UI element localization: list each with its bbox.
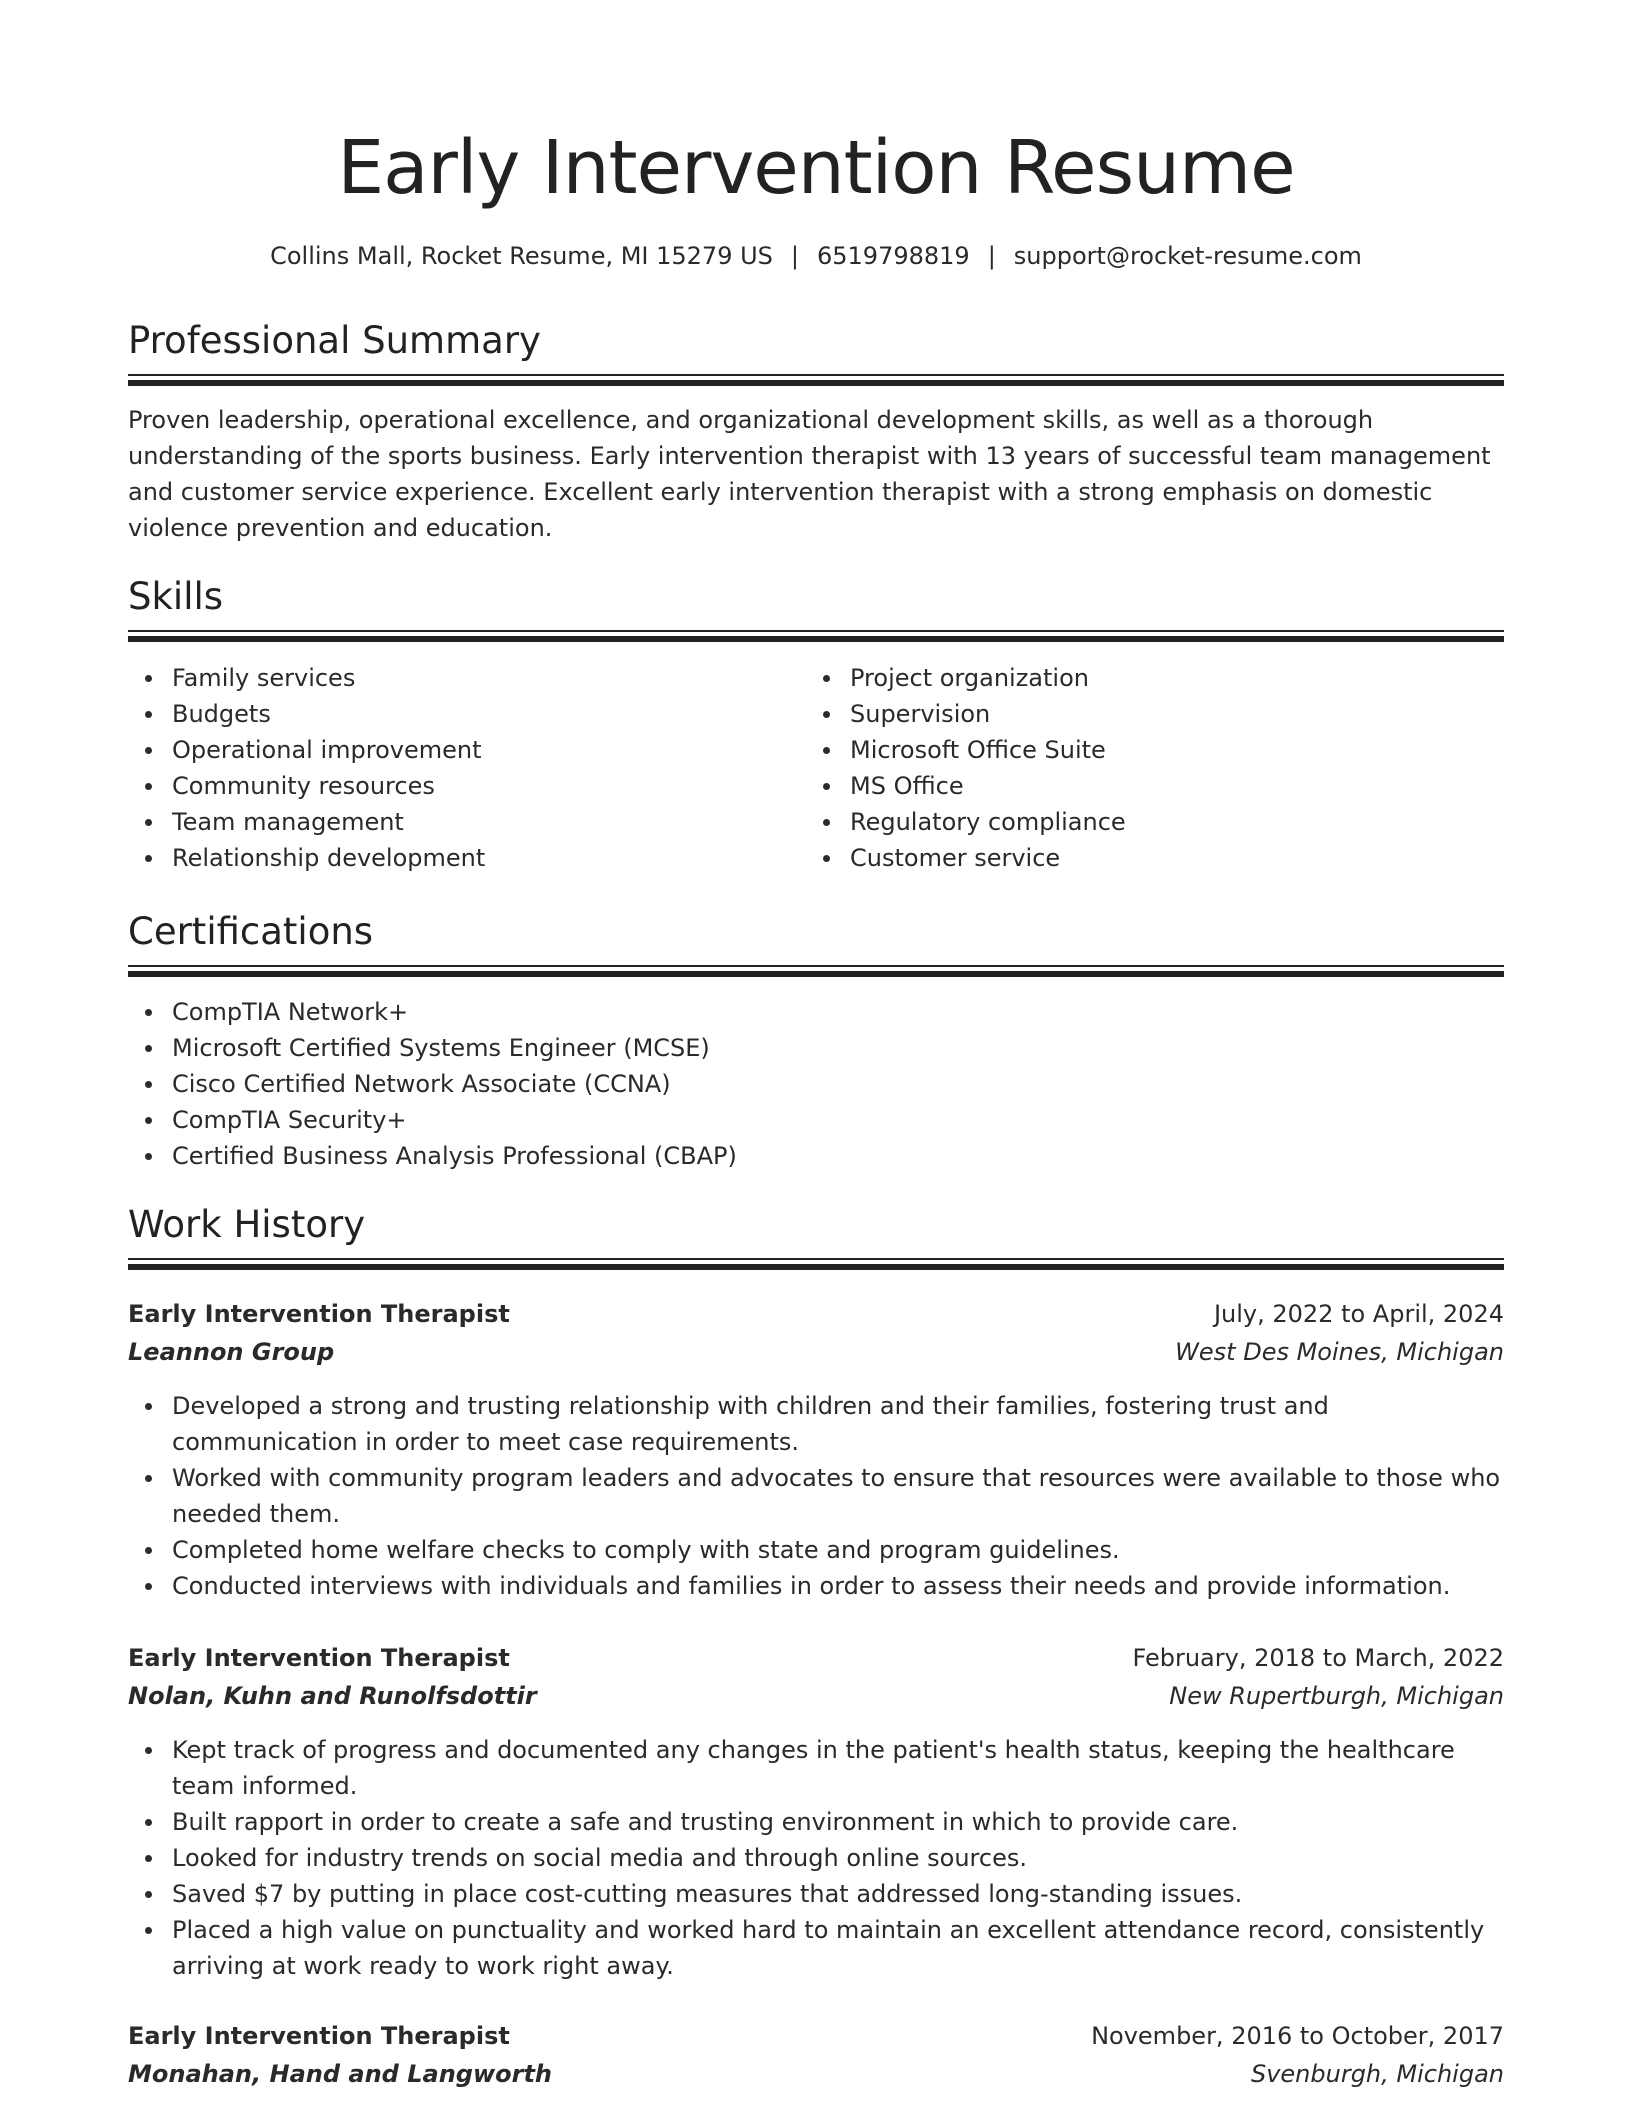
contact-line bbox=[128, 238, 1504, 274]
certifications-list bbox=[128, 994, 1504, 1174]
list-item: Operational improvement bbox=[172, 732, 792, 768]
list-item: Worked with community program leaders and advocates to ensure that resources were available to those who needed them. bbox=[172, 1460, 1504, 1532]
job-title: Early Intervention Therapist bbox=[128, 2022, 510, 2050]
list-item: Built rapport in order to create a safe and trusting environment in which to provide care. bbox=[172, 1804, 1504, 1840]
contact-address: Collins Mall, Rocket Resume, MI 15279 US bbox=[270, 242, 773, 270]
list-item: Placed a high value on punctuality and worked hard to maintain an excellent attendance record, consistently arriving at work ready to work right away. bbox=[172, 1912, 1504, 1984]
job-header bbox=[128, 1296, 1504, 1372]
list-item: Relationship development bbox=[172, 840, 792, 876]
list-item: Budgets bbox=[172, 696, 792, 732]
work-history-heading: Work History bbox=[128, 1203, 366, 1246]
job-header bbox=[128, 2018, 1504, 2094]
list-item: Project organization bbox=[850, 660, 1500, 696]
certifications-heading: Certifications bbox=[128, 910, 374, 953]
job-company: Monahan, Hand and Langworth bbox=[128, 2060, 553, 2088]
list-item: MS Office bbox=[850, 768, 1500, 804]
job-company: Leannon Group bbox=[128, 1338, 335, 1366]
list-item: Team management bbox=[172, 804, 792, 840]
job-location: West Des Moines, Michigan bbox=[1175, 1338, 1504, 1366]
contact-separator: | bbox=[790, 242, 799, 270]
job-location: Svenburgh, Michigan bbox=[1250, 2060, 1504, 2088]
contact-phone[interactable]: 6519798819 bbox=[817, 242, 970, 270]
job-dates: July, 2022 to April, 2024 bbox=[1213, 1300, 1504, 1328]
contact-separator: | bbox=[987, 242, 996, 270]
work-history-divider bbox=[128, 1258, 1504, 1270]
job-header bbox=[128, 1640, 1504, 1716]
list-item: CompTIA Security+ bbox=[172, 1102, 1504, 1138]
list-item: Community resources bbox=[172, 768, 792, 804]
skills-heading: Skills bbox=[128, 575, 224, 618]
list-item: Cisco Certified Network Associate (CCNA) bbox=[172, 1066, 1504, 1102]
list-item: Completed home welfare checks to comply with state and program guidelines. bbox=[172, 1532, 1504, 1568]
list-item: Conducted interviews with individuals and families in order to assess their needs and provide information. bbox=[172, 1568, 1504, 1604]
list-item: Regulatory compliance bbox=[850, 804, 1500, 840]
list-item: Developed a strong and trusting relationship with children and their families, fostering trust and communication in order to meet case requirements. bbox=[172, 1388, 1504, 1460]
job-bullets bbox=[128, 1388, 1504, 1604]
list-item: CompTIA Network+ bbox=[172, 994, 1504, 1030]
job-location: New Rupertburgh, Michigan bbox=[1169, 1682, 1504, 1710]
job-dates: February, 2018 to March, 2022 bbox=[1132, 1644, 1504, 1672]
list-item: Microsoft Certified Systems Engineer (MCSE) bbox=[172, 1030, 1504, 1066]
list-item: Looked for industry trends on social media and through online sources. bbox=[172, 1840, 1504, 1876]
list-item: Saved $7 by putting in place cost-cutting measures that addressed long-standing issues. bbox=[172, 1876, 1504, 1912]
skills-list-left bbox=[128, 660, 792, 876]
summary-text: Proven leadership, operational excellence, and organizational development skills, as well as a thorough understanding of the sports business. Early intervention therapist with 13 years of successful team management and customer service experience. Excellent early intervention therapist with a strong emphasis on domestic violence prevention and education. bbox=[128, 406, 1491, 542]
list-item: Family services bbox=[172, 660, 792, 696]
resume-title: Early Intervention Resume bbox=[337, 125, 1295, 211]
skills-divider bbox=[128, 630, 1504, 642]
certifications-divider bbox=[128, 965, 1504, 977]
list-item: Microsoft Office Suite bbox=[850, 732, 1500, 768]
skills-list-right bbox=[806, 660, 1500, 876]
job-company: Nolan, Kuhn and Runolfsdottir bbox=[128, 1682, 537, 1710]
summary-divider bbox=[128, 374, 1504, 386]
list-item: Customer service bbox=[850, 840, 1500, 876]
list-item: Supervision bbox=[850, 696, 1500, 732]
list-item: Certified Business Analysis Professional (CBAP) bbox=[172, 1138, 1504, 1174]
contact-email[interactable]: support@rocket-resume.com bbox=[1013, 242, 1362, 270]
job-title: Early Intervention Therapist bbox=[128, 1644, 510, 1672]
list-item: Kept track of progress and documented any changes in the patient's health status, keeping the healthcare team informed. bbox=[172, 1732, 1504, 1804]
job-bullets bbox=[128, 1732, 1504, 1984]
job-title: Early Intervention Therapist bbox=[128, 1300, 510, 1328]
summary-heading: Professional Summary bbox=[128, 319, 541, 362]
job-dates: November, 2016 to October, 2017 bbox=[1091, 2022, 1504, 2050]
